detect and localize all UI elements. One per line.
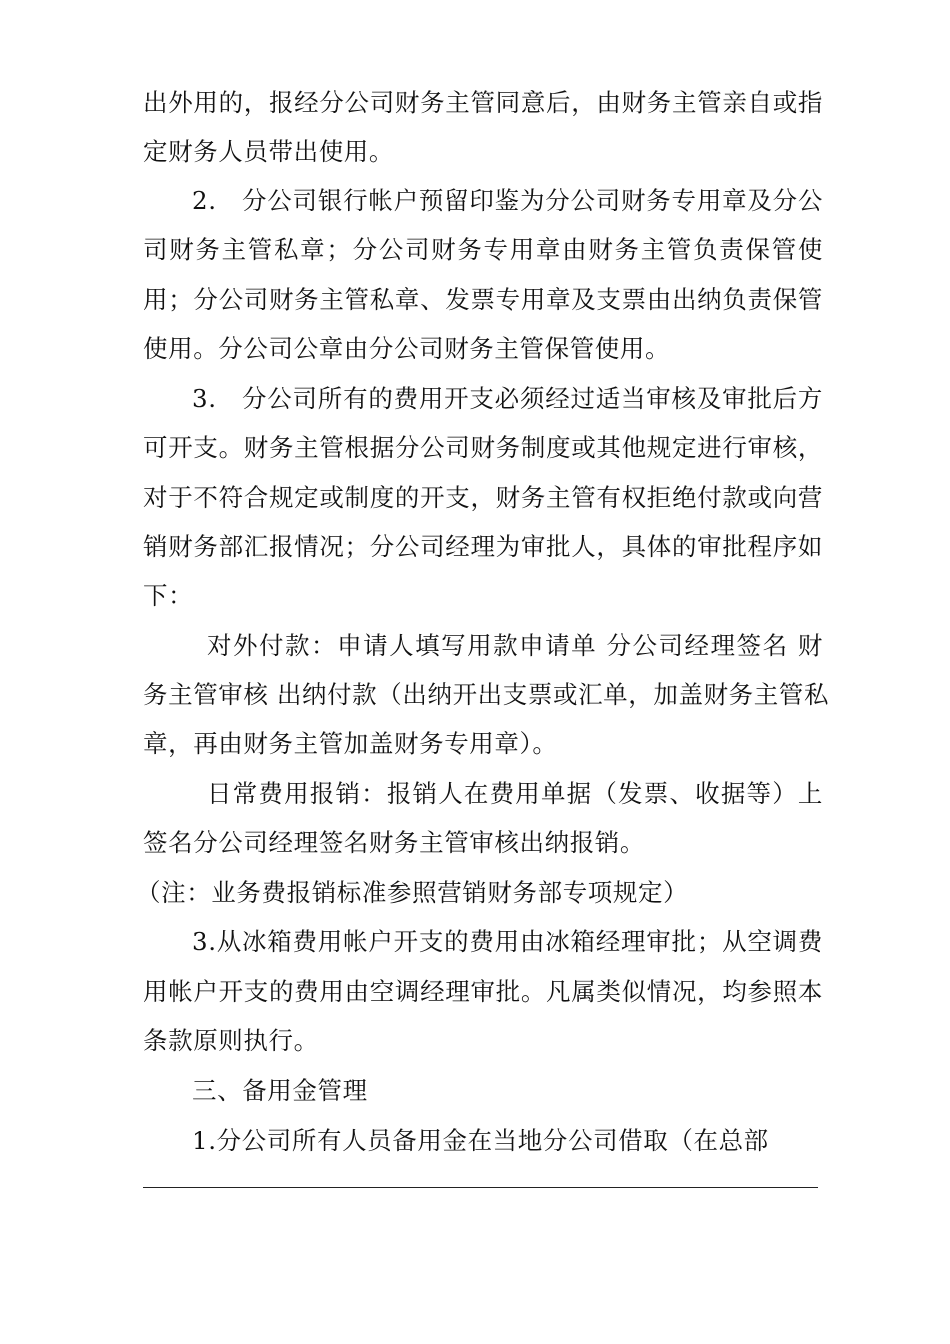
clause-3-line-4: 销财务部汇报情况；分公司经理为审批人，具体的审批程序如: [143, 532, 823, 561]
body-line-2: 定财务人员带出使用。: [143, 137, 394, 166]
clause-2-line-4: 使用。分公司公章由分公司财务主管保管使用。: [143, 334, 671, 363]
footer-divider: [143, 1187, 818, 1188]
payment-flow-line-1: 对外付款：申请人填写用款申请单 分公司经理签名 财: [207, 631, 823, 660]
clause-3b-line-3: 条款原则执行。: [143, 1026, 319, 1055]
note-line: （注：业务费报销标准参照营销财务部专项规定）: [136, 878, 689, 907]
clause-3-line-2: 可开支。财务主管根据分公司财务制度或其他规定进行审核，: [143, 433, 823, 462]
section-heading-3: 三、备用金管理: [192, 1076, 368, 1105]
expense-flow-line-2: 签名分公司经理签名财务主管审核出纳报销。: [143, 828, 645, 857]
payment-flow-line-3: 章，再由财务主管加盖财务专用章）。: [143, 729, 558, 758]
clause-2-line-3: 用；分公司财务主管私章、发票专用章及支票由出纳负责保管: [143, 285, 823, 314]
clause-3b-line-2: 用帐户开支的费用由空调经理审批。凡属类似情况，均参照本: [143, 977, 823, 1006]
expense-flow-line-1: 日常费用报销：报销人在费用单据（发票、收据等）上: [207, 779, 823, 808]
payment-flow-line-2: 务主管审核 出纳付款（出纳开出支票或汇单，加盖财务主管私: [143, 680, 830, 709]
clause-3-line-1: 3. 分公司所有的费用开支必须经过适当审核及审批后方: [192, 384, 823, 413]
section-3-line-1: 1.分公司所有人员备用金在当地分公司借取（在总部: [192, 1126, 769, 1155]
clause-2-line-1: 2. 分公司银行帐户预留印鉴为分公司财务专用章及分公: [192, 186, 823, 215]
clause-3-line-3: 对于不符合规定或制度的开支，财务主管有权拒绝付款或向营: [143, 483, 823, 512]
clause-2-line-2: 司财务主管私章；分公司财务专用章由财务主管负责保管使: [143, 235, 823, 264]
clause-3-line-5: 下：: [143, 581, 194, 610]
clause-3b-line-1: 3.从冰箱费用帐户开支的费用由冰箱经理审批；从空调费: [192, 927, 823, 956]
body-line-1: 出外用的，报经分公司财务主管同意后，由财务主管亲自或指: [143, 88, 823, 117]
